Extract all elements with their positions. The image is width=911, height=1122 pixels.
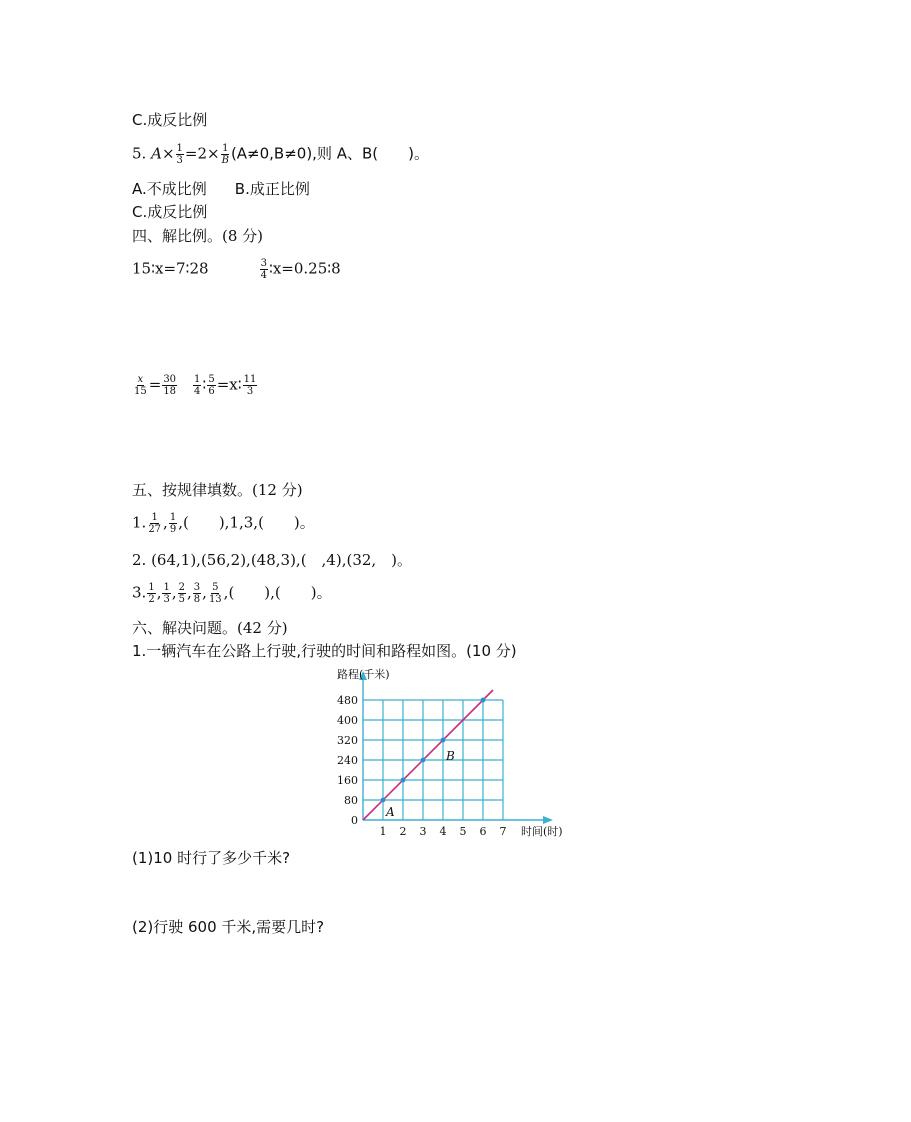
- data-point: [481, 698, 486, 703]
- data-point: [441, 738, 446, 743]
- fraction: $\frac{5}{6}$: [208, 374, 215, 397]
- q5-option-c: C.成反比例: [132, 203, 208, 221]
- section-4-heading: 四、解比例。(8 分): [132, 227, 264, 245]
- sequence-2: 2. (64,1),(56,2),(48,3),( ,4),(32, )。: [132, 551, 413, 569]
- point-label-a: A: [386, 805, 395, 819]
- fraction: $\frac{5}{13}$: [208, 582, 222, 605]
- distance-time-chart: [325, 662, 585, 842]
- fraction: $\frac{3}{4}$: [260, 258, 267, 281]
- y-axis-label: 路程(千米): [337, 668, 390, 681]
- x-tick-label: 2: [399, 825, 407, 838]
- fraction: $\frac{1}{9}$: [169, 512, 177, 535]
- fraction: $\frac{2}{5}$: [178, 582, 185, 605]
- fraction: $\frac{30}{18}$: [163, 374, 177, 397]
- fraction: $\frac{1}{2}$: [148, 582, 155, 605]
- y-tick-label: 160: [337, 774, 358, 787]
- fraction: $\frac{x}{15}$: [134, 374, 147, 397]
- fraction: $\frac{1}{4}$: [194, 374, 201, 397]
- proportion-row-2: $\frac{x}{15}$ = $\frac{30}{18}$ $\frac{1}{4}$ ∶ $\frac{5}{6}$ =x∶ $\frac{11}{3}$: [134, 374, 257, 397]
- y-tick-label: 240: [337, 754, 358, 767]
- y-tick-label: 480: [337, 694, 358, 707]
- fraction: $\frac{1}{3}$: [176, 143, 183, 166]
- data-point: [421, 758, 426, 763]
- question-6-1-part-1: (1)10 时行了多少千米?: [132, 849, 291, 867]
- question-5: 5. A× $\frac{1}{3}$ =2× $\frac{1}{B}$ (A≠0,B≠0),则 A、B( )。: [132, 143, 429, 166]
- x-tick-label: 5: [459, 825, 467, 838]
- x-axis-label: 时间(时): [521, 825, 563, 838]
- question-6-1-part-2: (2)行驶 600 千米,需要几时?: [132, 918, 325, 936]
- data-point: [401, 778, 406, 783]
- fraction: $\frac{1}{3}$: [163, 582, 170, 605]
- proportion-row-1: 15∶x=7∶28 $\frac{3}{4}$ ∶x=0.25∶8: [132, 258, 341, 281]
- sequence-1: 1. $\frac{1}{27}$ , $\frac{1}{9}$ ,( ),1,3,( )。: [132, 512, 315, 535]
- x-tick-label: 1: [379, 825, 387, 838]
- fraction: $\frac{3}{8}$: [193, 582, 201, 605]
- fraction: $\frac{1}{27}$: [148, 512, 162, 535]
- x-tick-label: 3: [419, 825, 427, 838]
- section-6-heading: 六、解决问题。(42 分): [132, 619, 288, 637]
- section-5-heading: 五、按规律填数。(12 分): [132, 481, 303, 499]
- fraction: $\frac{1}{B}$: [221, 143, 229, 166]
- sequence-3: 3. $\frac{1}{2}$ , $\frac{1}{3}$ , $\frac{2}{5}$ , $\frac{3}{8}$ , $\frac{5}{13}$ ,( ),( )。: [132, 582, 332, 605]
- y-tick-label: 80: [344, 794, 358, 807]
- problem-6-1: 1.一辆汽车在公路上行驶,行驶的时间和路程如图。(10 分): [132, 642, 517, 660]
- point-label-b: B: [446, 749, 455, 763]
- x-tick-label: 4: [439, 825, 447, 838]
- q5-options: A.不成比例 B.成正比例: [132, 180, 310, 198]
- origin-label: 0: [351, 814, 358, 827]
- x-tick-label: 6: [479, 825, 487, 838]
- y-tick-label: 320: [337, 734, 358, 747]
- data-point: [381, 798, 386, 803]
- x-tick-label: 7: [499, 825, 507, 838]
- y-tick-label: 400: [337, 714, 358, 727]
- q4-option-c: C.成反比例: [132, 111, 208, 129]
- x-axis-arrow: [543, 816, 553, 824]
- fraction: $\frac{11}{3}$: [243, 374, 257, 397]
